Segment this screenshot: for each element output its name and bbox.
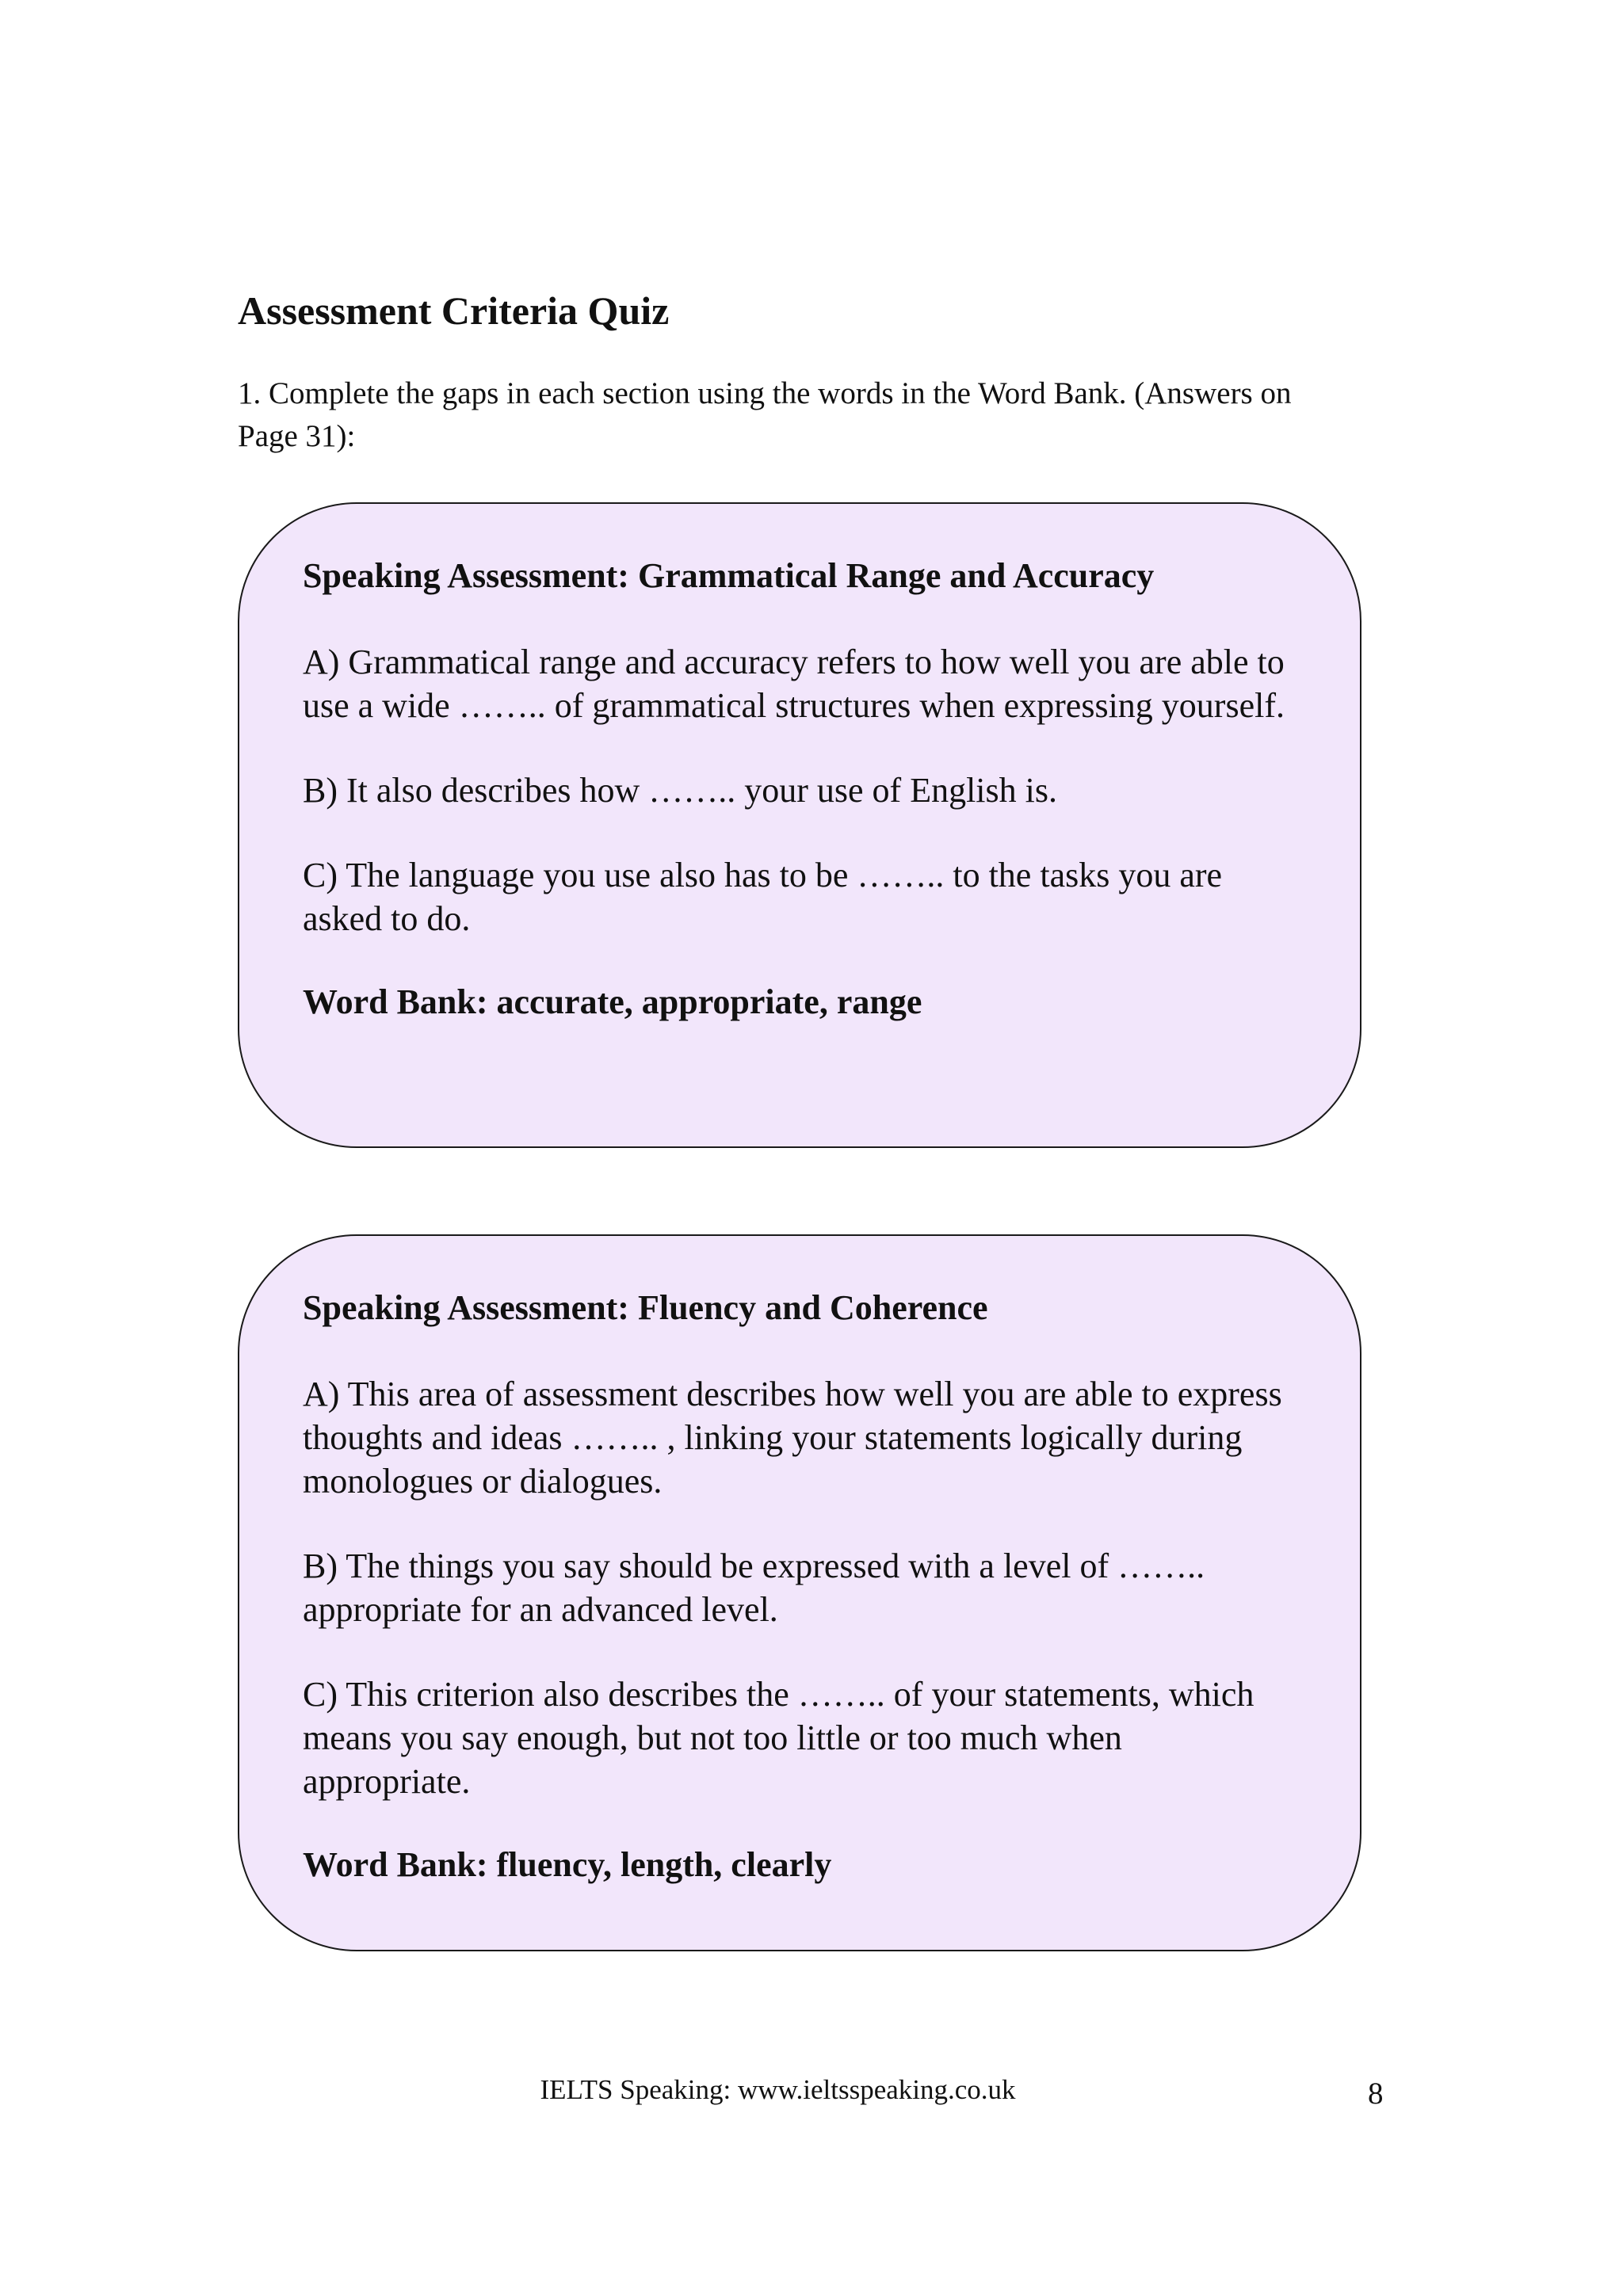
page-number: 8 [1368, 2077, 1384, 2111]
section-fluency-coherence [238, 1234, 1361, 1951]
section-title: Speaking Assessment: Fluency and Coherence [303, 1288, 988, 1327]
page-title: Assessment Criteria Quiz [238, 288, 670, 333]
question-c: C) This criterion also describes the …….. of your statements, which means you say enough, but not too little or too much when appropriate. [303, 1674, 1254, 1801]
question-b: B) It also describes how …….. your use of English is. [303, 770, 1057, 810]
word-bank: Word Bank: accurate, appropriate, range [303, 982, 922, 1021]
question-a: A) Grammatical range and accuracy refers to how well you are able to use a wide …….. of grammatical structures when expressing yourself. [303, 642, 1285, 725]
question-b: B) The things you say should be expressed with a level of …….. appropriate for an advanced level. [303, 1546, 1205, 1629]
section-grammatical-range [238, 502, 1361, 1148]
question-a: A) This area of assessment describes how well you are able to express thoughts and ideas …….. , linking your statements logically during monologues or dialogues. [303, 1374, 1282, 1501]
instructions: 1. Complete the gaps in each section using the words in the Word Bank. (Answers on Page 31): [238, 376, 1292, 453]
footer-text: IELTS Speaking: www.ieltsspeaking.co.uk [540, 2074, 1016, 2105]
word-bank: Word Bank: fluency, length, clearly [303, 1844, 832, 1884]
section-title: Speaking Assessment: Grammatical Range and Accuracy [303, 556, 1155, 595]
question-c: C) The language you use also has to be …….. to the tasks you are asked to do. [303, 855, 1223, 938]
